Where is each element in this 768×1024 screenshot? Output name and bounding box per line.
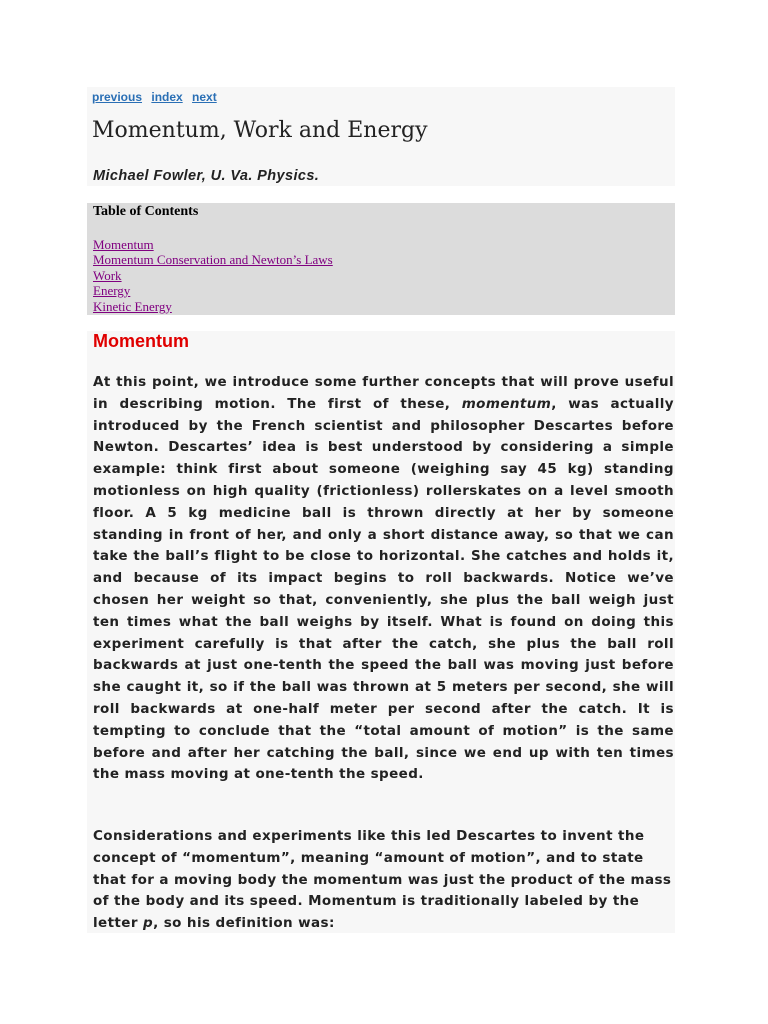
paragraph-2-text-start: Considerations and experiments like this led Descartes to invent the concept of “momentum”, meaning “amount of motion”, and to state that for a moving body the momentum was just the product of the mass of the body and its speed. Momentum is traditionally labeled by the letter	[93, 828, 672, 932]
toc-item	[93, 299, 333, 314]
toc-heading: Table of Contents	[93, 204, 199, 219]
section-heading: Momentum	[93, 331, 189, 351]
previous-link[interactable]: previous	[92, 90, 143, 104]
paragraph-2	[93, 826, 674, 935]
toc-link-momentum[interactable]: Momentum	[93, 237, 154, 252]
toc-list	[93, 237, 333, 314]
toc-item	[93, 283, 333, 298]
header-block	[87, 87, 675, 186]
paragraph-1	[93, 372, 674, 786]
page-title: Momentum, Work and Energy	[92, 118, 428, 143]
paragraph-1-text-start: At this point, we introduce some further concepts that will prove useful in describing motion. The first of these,	[93, 374, 674, 412]
emphasis-momentum: momentum	[461, 395, 552, 412]
toc-link-energy[interactable]: Energy	[93, 283, 131, 299]
toc-item	[93, 237, 333, 252]
momentum-section	[87, 331, 675, 933]
paragraph-2-text-end: , so his definition was:	[153, 915, 335, 932]
toc-item	[93, 268, 333, 283]
toc-item	[93, 252, 333, 267]
paragraph-1-text-end: , was actually introduced by the French scientist and philosopher Descartes before Newton. Descartes’ idea is best understood by considering a simple example: think first about someone (weighing say 45 kg) standing motionless on high quality (frictionless) rollerskates on a level smooth floor. A 5 kg medicine ball is thrown directly at her by someone standing in front of her, and only a short distance away, so that we can take the ball’s flight to be close to horizontal. She catches and holds it, and because of its impact begins to roll backwards. Notice we’ve chosen her weight so that, conveniently, she plus the ball weigh just ten times what the ball weighs by itself. What is found on doing this experiment carefully is that after the catch, she plus the ball roll backwards at just one-tenth the speed the ball was moving just before she caught it, so if the ball was thrown at 5 meters per second, she will roll backwards at one-half meter per second after the catch. It is tempting to conclude that the “total amount of motion” is the same before and after her catching the ball, since we end up with ten times the mass moving at one-tenth the speed.	[93, 395, 674, 783]
emphasis-p: p	[143, 915, 154, 932]
toc-link-work[interactable]: Work	[93, 267, 122, 283]
index-link[interactable]: index	[151, 90, 183, 104]
toc-link-momentum-conservation[interactable]: Momentum Conservation and Newton’s Laws	[93, 252, 333, 268]
nav-links	[92, 90, 223, 104]
toc-link-kinetic-energy[interactable]: Kinetic Energy	[93, 298, 172, 314]
table-of-contents	[87, 203, 675, 315]
next-link[interactable]: next	[192, 90, 217, 104]
author-line: Michael Fowler, U. Va. Physics.	[93, 168, 320, 184]
